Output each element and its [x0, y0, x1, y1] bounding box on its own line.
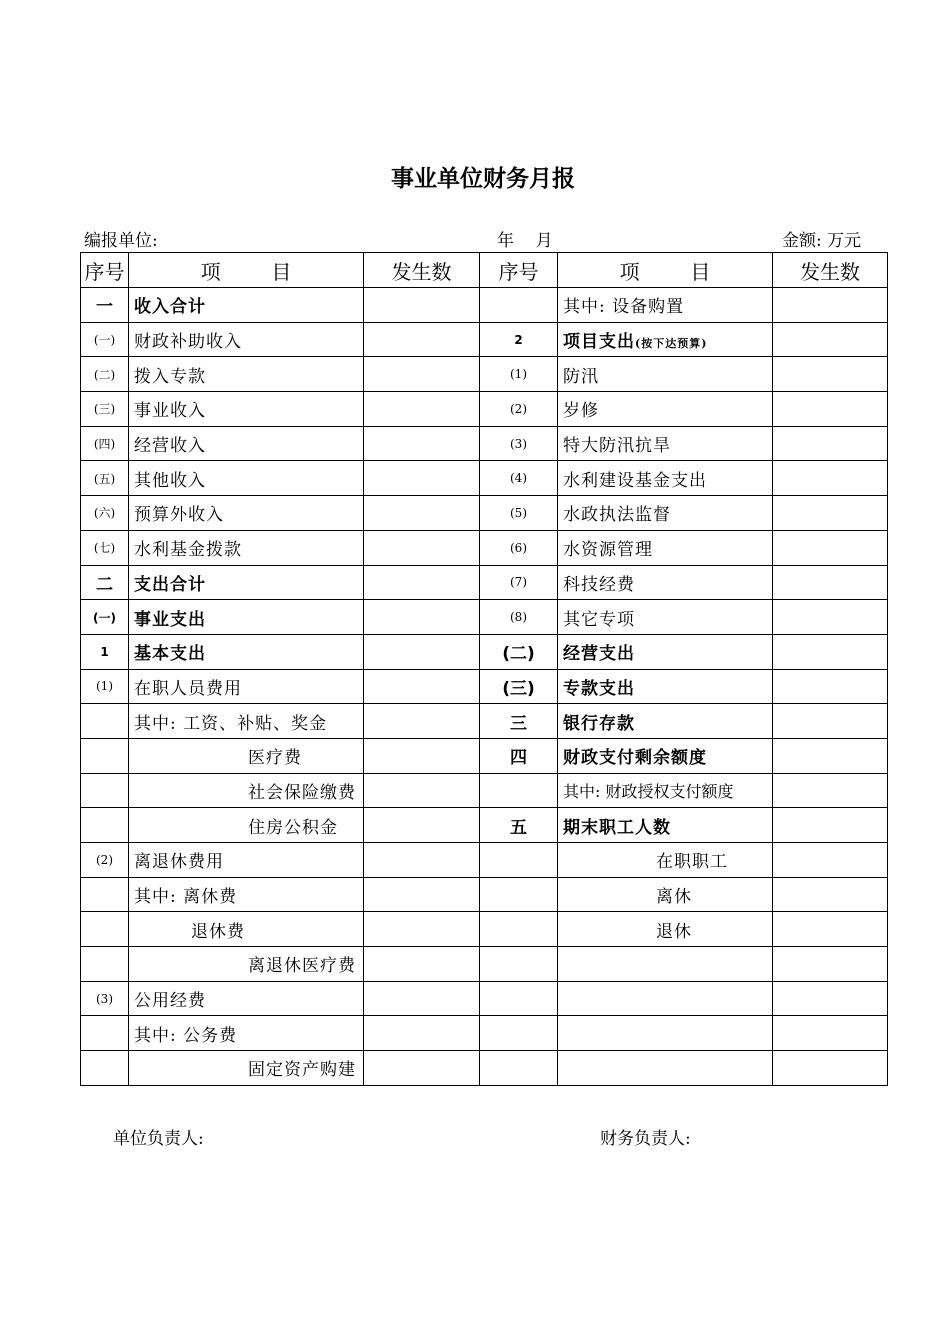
table-row [81, 669, 888, 704]
right-amount-cell[interactable] [773, 877, 888, 912]
right-seq [480, 843, 558, 878]
left-item: 其中: 工资、补贴、奖金 [129, 704, 364, 739]
left-seq: (2) [81, 843, 129, 878]
left-amount-cell[interactable] [364, 981, 480, 1016]
left-amount-cell[interactable] [364, 461, 480, 496]
left-amount-cell[interactable] [364, 530, 480, 565]
right-amount-cell[interactable] [773, 288, 888, 323]
left-item: 水利基金拨款 [129, 530, 364, 565]
table-row [81, 530, 888, 565]
right-item: 水资源管理 [558, 530, 773, 565]
right-seq [480, 912, 558, 947]
header-seq-right: 序号 [480, 253, 558, 288]
table-row [81, 392, 888, 427]
right-seq: 三 [480, 704, 558, 739]
left-seq: (二) [81, 357, 129, 392]
table-row [81, 877, 888, 912]
right-seq: (1) [480, 357, 558, 392]
right-item: 银行存款 [558, 704, 773, 739]
left-seq [81, 773, 129, 808]
header-item-left: 项 目 [129, 253, 364, 288]
right-amount-cell[interactable] [773, 1051, 888, 1086]
left-item: 社会保险缴费 [129, 773, 364, 808]
left-seq: (一) [81, 600, 129, 635]
right-amount-cell[interactable] [773, 1016, 888, 1051]
left-item: 固定资产购建 [129, 1051, 364, 1086]
right-item: 退休 [558, 912, 773, 947]
right-amount-cell[interactable] [773, 704, 888, 739]
right-amount-cell[interactable] [773, 843, 888, 878]
left-seq [81, 704, 129, 739]
left-amount-cell[interactable] [364, 496, 480, 531]
table-row [81, 1016, 888, 1051]
right-seq: (6) [480, 530, 558, 565]
right-item: 水利建设基金支出 [558, 461, 773, 496]
right-seq [480, 1051, 558, 1086]
right-amount-cell[interactable] [773, 426, 888, 461]
right-item: 岁修 [558, 392, 773, 427]
left-seq: (1) [81, 669, 129, 704]
left-amount-cell[interactable] [364, 843, 480, 878]
right-item: 防汛 [558, 357, 773, 392]
left-amount-cell[interactable] [364, 877, 480, 912]
table-row [81, 738, 888, 773]
left-item: 拨入专款 [129, 357, 364, 392]
page-title: 事业单位财务月报 [391, 166, 575, 192]
right-item [558, 947, 773, 982]
table-row [81, 1051, 888, 1086]
right-amount-cell[interactable] [773, 530, 888, 565]
left-amount-cell[interactable] [364, 565, 480, 600]
left-seq: (五) [81, 461, 129, 496]
right-amount-cell[interactable] [773, 912, 888, 947]
left-amount-cell[interactable] [364, 1016, 480, 1051]
left-item: 收入合计 [129, 288, 364, 323]
right-amount-cell[interactable] [773, 600, 888, 635]
table-row [81, 461, 888, 496]
left-item: 退休费 [129, 912, 364, 947]
right-amount-cell[interactable] [773, 669, 888, 704]
left-seq: (3) [81, 981, 129, 1016]
right-amount-cell[interactable] [773, 773, 888, 808]
right-amount-cell[interactable] [773, 461, 888, 496]
year-month-label: 年 月 [497, 231, 553, 251]
left-seq [81, 738, 129, 773]
left-seq: (四) [81, 426, 129, 461]
budget-note: (按下达预算) [635, 337, 708, 351]
left-amount-cell[interactable] [364, 704, 480, 739]
table-row [81, 357, 888, 392]
header-seq-left: 序号 [81, 253, 129, 288]
left-amount-cell[interactable] [364, 773, 480, 808]
left-item: 事业收入 [129, 392, 364, 427]
left-item: 预算外收入 [129, 496, 364, 531]
right-seq [480, 288, 558, 323]
left-amount-cell[interactable] [364, 947, 480, 982]
finance-head-signature-label: 财务负责人: [600, 1129, 691, 1149]
right-item-label: 项目支出 [563, 332, 635, 353]
table-row [81, 288, 888, 323]
right-item: 经营支出 [558, 634, 773, 669]
right-item [558, 1016, 773, 1051]
right-seq: (5) [480, 496, 558, 531]
table-row [81, 773, 888, 808]
left-item: 财政补助收入 [129, 322, 364, 357]
table-row [81, 912, 888, 947]
left-amount-cell[interactable] [364, 808, 480, 843]
right-seq: (3) [480, 426, 558, 461]
right-amount-cell[interactable] [773, 322, 888, 357]
right-seq: 2 [480, 322, 558, 357]
right-seq: (7) [480, 565, 558, 600]
table-row [81, 600, 888, 635]
table-row [81, 426, 888, 461]
right-item: 科技经费 [558, 565, 773, 600]
left-seq [81, 947, 129, 982]
table-row [81, 704, 888, 739]
right-item: 其中: 财政授权支付额度 [558, 773, 773, 808]
left-amount-cell[interactable] [364, 600, 480, 635]
right-item [558, 322, 773, 357]
left-amount-cell[interactable] [364, 288, 480, 323]
table-row [81, 565, 888, 600]
left-amount-cell[interactable] [364, 738, 480, 773]
left-seq: (一) [81, 322, 129, 357]
left-item: 其他收入 [129, 461, 364, 496]
left-seq: 一 [81, 288, 129, 323]
unit-head-signature-label: 单位负责人: [113, 1129, 204, 1149]
right-amount-cell[interactable] [773, 496, 888, 531]
right-seq: (2) [480, 392, 558, 427]
right-amount-cell[interactable] [773, 392, 888, 427]
table-row [81, 981, 888, 1016]
left-amount-cell[interactable] [364, 322, 480, 357]
table-row [81, 496, 888, 531]
report-table [80, 252, 888, 1086]
left-item: 经营收入 [129, 426, 364, 461]
right-seq: (4) [480, 461, 558, 496]
table-row [81, 947, 888, 982]
right-seq: 五 [480, 808, 558, 843]
left-amount-cell[interactable] [364, 357, 480, 392]
right-amount-cell[interactable] [773, 357, 888, 392]
right-amount-cell[interactable] [773, 981, 888, 1016]
right-item: 专款支出 [558, 669, 773, 704]
left-seq: 二 [81, 565, 129, 600]
right-item: 离休 [558, 877, 773, 912]
left-seq [81, 808, 129, 843]
right-item: 其中: 设备购置 [558, 288, 773, 323]
right-seq: (8) [480, 600, 558, 635]
header-amount-left: 发生数 [364, 253, 480, 288]
left-item: 离退休费用 [129, 843, 364, 878]
header-item-right: 项 目 [558, 253, 773, 288]
left-seq: (三) [81, 392, 129, 427]
right-item: 期末职工人数 [558, 808, 773, 843]
left-amount-cell[interactable] [364, 426, 480, 461]
right-item: 水政执法监督 [558, 496, 773, 531]
left-amount-cell[interactable] [364, 669, 480, 704]
right-item: 其它专项 [558, 600, 773, 635]
left-seq: (七) [81, 530, 129, 565]
left-amount-cell[interactable] [364, 912, 480, 947]
left-seq: (六) [81, 496, 129, 531]
left-amount-cell[interactable] [364, 1051, 480, 1086]
left-amount-cell[interactable] [364, 392, 480, 427]
amount-unit-label: 金额: 万元 [782, 231, 862, 251]
table-row [81, 808, 888, 843]
right-item: 财政支付剩余额度 [558, 738, 773, 773]
table-row [81, 843, 888, 878]
left-item: 在职人员费用 [129, 669, 364, 704]
right-seq [480, 773, 558, 808]
right-seq [480, 981, 558, 1016]
left-seq: 1 [81, 634, 129, 669]
left-seq [81, 877, 129, 912]
right-item: 特大防汛抗旱 [558, 426, 773, 461]
right-amount-cell[interactable] [773, 738, 888, 773]
header-amount-right: 发生数 [773, 253, 888, 288]
table-row [81, 634, 888, 669]
left-seq [81, 912, 129, 947]
right-amount-cell[interactable] [773, 808, 888, 843]
left-amount-cell[interactable] [364, 634, 480, 669]
table-header-row [81, 253, 888, 288]
left-item: 基本支出 [129, 634, 364, 669]
left-item: 住房公积金 [129, 808, 364, 843]
right-item [558, 981, 773, 1016]
right-seq: (三) [480, 669, 558, 704]
right-amount-cell[interactable] [773, 947, 888, 982]
right-seq [480, 1016, 558, 1051]
left-item: 支出合计 [129, 565, 364, 600]
right-item [558, 1051, 773, 1086]
left-item: 其中: 公务费 [129, 1016, 364, 1051]
left-item: 公用经费 [129, 981, 364, 1016]
right-seq: (二) [480, 634, 558, 669]
right-amount-cell[interactable] [773, 565, 888, 600]
right-amount-cell[interactable] [773, 634, 888, 669]
table-row [81, 322, 888, 357]
left-seq [81, 1016, 129, 1051]
right-seq [480, 877, 558, 912]
right-seq: 四 [480, 738, 558, 773]
right-item: 在职职工 [558, 843, 773, 878]
left-item: 离退休医疗费 [129, 947, 364, 982]
left-item: 医疗费 [129, 738, 364, 773]
left-item: 事业支出 [129, 600, 364, 635]
right-seq [480, 947, 558, 982]
reporting-unit-label: 编报单位: [84, 231, 158, 251]
left-seq [81, 1051, 129, 1086]
left-item: 其中: 离休费 [129, 877, 364, 912]
